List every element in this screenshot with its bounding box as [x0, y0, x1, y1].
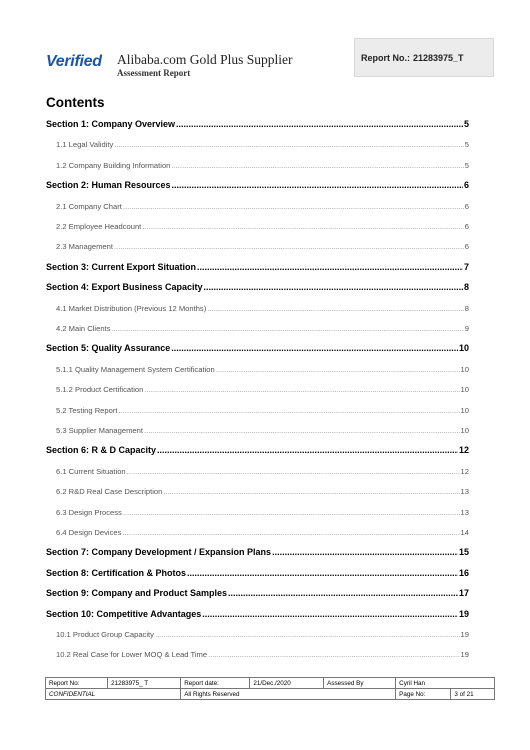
- toc-entry-page: 14: [460, 528, 469, 537]
- toc-entry-title: Section 1: Company Overview: [46, 119, 176, 129]
- toc-subsection-entry[interactable]: [46, 421, 469, 435]
- toc-entry-page: 19: [458, 608, 469, 619]
- toc-entry-title: 6.2 R&D Real Case Description: [56, 487, 163, 497]
- toc-entry-title: Section 4: Export Business Capacity: [46, 282, 203, 293]
- toc-leader-dots: [119, 406, 460, 415]
- toc-entry-title: 5.1.2 Product Certification: [56, 385, 144, 395]
- toc-entry-page: 10: [460, 405, 469, 415]
- footer-report-date-label: Report date:: [181, 678, 250, 689]
- toc-section-entry[interactable]: [46, 543, 469, 557]
- toc-section-entry[interactable]: [46, 258, 469, 272]
- toc-entry-title: 1.2 Company Building Information: [56, 160, 171, 170]
- toc-leader-dots: [127, 467, 460, 476]
- logo-text: Verified: [46, 53, 102, 70]
- toc-entry-title: 6.1 Current Situation: [56, 466, 126, 476]
- toc-leader-dots: [111, 324, 463, 333]
- toc-leader-dots: [228, 588, 458, 598]
- toc-entry-page: 10: [458, 343, 469, 354]
- toc-entry-title: 10.2 Real Case for Lower MOQ & Lead Time: [56, 650, 208, 660]
- toc-entry-page: 13: [460, 507, 469, 517]
- toc-entry-page: 5: [464, 140, 469, 150]
- toc-entry-page: 10: [460, 385, 469, 395]
- toc-subsection-entry[interactable]: [46, 401, 469, 415]
- toc-leader-dots: [176, 119, 463, 129]
- toc-leader-dots: [171, 343, 458, 353]
- toc-entry-title: 5.2 Testing Report: [56, 405, 118, 415]
- toc-entry-page: 5: [463, 119, 469, 129]
- report-number-label: Report No.:: [361, 52, 410, 63]
- toc-entry-page: 12: [458, 445, 469, 456]
- toc-leader-dots: [204, 282, 463, 292]
- toc-entry-page: 19: [460, 650, 469, 660]
- toc-entry-page: 19: [460, 630, 469, 639]
- toc-subsection-entry[interactable]: [46, 380, 469, 394]
- toc-subsection-entry[interactable]: [46, 360, 469, 374]
- toc-entry-title: 2.2 Employee Headcount: [56, 222, 142, 231]
- toc-leader-dots: [207, 304, 464, 313]
- toc-entry-page: 7: [463, 261, 469, 272]
- footer-assessed-by-label: Assessed By: [324, 678, 396, 689]
- toc-entry-title: 4.2 Main Clients: [56, 324, 111, 333]
- toc-entry-title: 6.4 Design Devices: [56, 528, 122, 537]
- toc-subsection-entry[interactable]: [46, 197, 469, 211]
- toc-entry-title: Section 2: Human Resources: [46, 180, 171, 191]
- toc-leader-dots: [123, 202, 464, 211]
- toc-leader-dots: [144, 426, 460, 435]
- toc-subsection-entry[interactable]: [46, 299, 469, 313]
- toc-entry-page: 15: [458, 547, 469, 558]
- footer-assessed-by-value: Cyril Han: [396, 678, 495, 689]
- toc-entry-page: 6: [464, 242, 469, 252]
- toc-subsection-entry[interactable]: [46, 319, 469, 333]
- toc-entry-page: 9: [464, 324, 469, 333]
- toc-subsection-entry[interactable]: [46, 135, 469, 149]
- toc-entry-title: 5.3 Supplier Management: [56, 426, 143, 435]
- toc-entry-page: 10: [460, 364, 469, 374]
- toc-leader-dots: [114, 242, 464, 251]
- footer-page-no-value: 3 of 21: [451, 689, 495, 700]
- footer-page-no-label: Page No:: [396, 689, 451, 700]
- toc-entry-title: 6.3 Design Process: [56, 507, 122, 517]
- toc-section-entry[interactable]: [46, 176, 469, 190]
- toc-entry-page: 6: [463, 180, 469, 191]
- toc-entry-title: 10.1 Product Group Capacity: [56, 630, 154, 639]
- toc-leader-dots: [197, 262, 463, 272]
- toc-entry-title: 2.1 Company Chart: [56, 201, 122, 211]
- toc-entry-title: 4.1 Market Distribution (Previous 12 Months): [56, 303, 207, 313]
- report-number-value: 21283975_T: [413, 52, 464, 63]
- toc-leader-dots: [172, 180, 463, 190]
- toc-leader-dots: [171, 161, 463, 170]
- footer-report-no-label: Report No:: [46, 678, 108, 689]
- toc-section-entry[interactable]: [46, 115, 469, 129]
- toc-entry-title: Section 10: Competitive Advantages: [46, 608, 202, 619]
- toc-leader-dots: [142, 222, 463, 231]
- toc-leader-dots: [202, 609, 458, 619]
- toc-entry-page: 6: [464, 222, 469, 231]
- toc-entry-page: 5: [464, 160, 469, 170]
- toc-entry-page: 16: [458, 567, 469, 578]
- toc-leader-dots: [187, 568, 458, 578]
- brand-subtitle: Assessment Report: [117, 68, 191, 78]
- toc-entry-title: 5.1.1 Quality Management System Certification: [56, 364, 215, 374]
- toc-section-entry[interactable]: [46, 278, 469, 292]
- toc-section-entry[interactable]: [46, 339, 469, 353]
- toc-leader-dots: [122, 528, 459, 537]
- toc-section-entry[interactable]: [46, 605, 469, 619]
- toc-section-entry[interactable]: [46, 584, 469, 598]
- footer-report-no-value: 21283975_ T: [108, 678, 181, 689]
- toc-subsection-entry[interactable]: [46, 625, 469, 639]
- toc-entry-title: 2.3 Management: [56, 242, 113, 252]
- toc-leader-dots: [216, 365, 460, 374]
- footer-table: [45, 677, 495, 700]
- toc-leader-dots: [157, 445, 458, 455]
- verified-logo: [46, 53, 102, 71]
- toc-subsection-entry[interactable]: [46, 462, 469, 476]
- toc-entry-page: 8: [463, 282, 469, 293]
- toc-subsection-entry[interactable]: [46, 645, 469, 659]
- toc-subsection-entry[interactable]: [46, 523, 469, 537]
- toc-entry-page: 6: [464, 201, 469, 211]
- toc-entry-title: Section 8: Certification & Photos: [46, 567, 187, 578]
- toc-entry-title: Section 6: R & D Capacity: [46, 445, 157, 456]
- toc-leader-dots: [163, 487, 459, 496]
- toc-entry-page: 8: [464, 303, 469, 313]
- toc-leader-dots: [114, 140, 463, 149]
- toc-leader-dots: [208, 650, 459, 659]
- toc-leader-dots: [123, 508, 460, 517]
- footer-confidential: CONFIDENTIAL: [46, 689, 181, 700]
- report-number-box: [354, 38, 494, 77]
- toc-entry-page: 10: [460, 426, 469, 435]
- toc-section-entry[interactable]: [46, 441, 469, 455]
- toc-entry-title: 1.1 Legal Validity: [56, 140, 114, 150]
- toc-entry-page: 12: [460, 466, 469, 476]
- toc-subsection-entry[interactable]: [46, 156, 469, 170]
- toc-subsection-entry[interactable]: [46, 503, 469, 517]
- toc-section-entry[interactable]: [46, 564, 469, 578]
- toc-entry-page: 17: [458, 588, 469, 599]
- toc-subsection-entry[interactable]: [46, 482, 469, 496]
- toc-entry-title: Section 5: Quality Assurance: [46, 343, 171, 354]
- toc-subsection-entry[interactable]: [46, 237, 469, 251]
- toc-leader-dots: [272, 547, 458, 557]
- toc-subsection-entry[interactable]: [46, 217, 469, 231]
- toc-entry-page: 13: [460, 487, 469, 497]
- footer-report-date-value: 21/Dec./2020: [250, 678, 324, 689]
- toc-entry-title: Section 3: Current Export Situation: [46, 261, 197, 272]
- toc-leader-dots: [144, 385, 459, 394]
- brand-title: Alibaba.com Gold Plus Supplier: [117, 52, 293, 67]
- toc-leader-dots: [155, 630, 460, 639]
- toc-entry-title: Section 7: Company Development / Expansion Plans: [46, 547, 272, 558]
- toc-entry-title: Section 9: Company and Product Samples: [46, 588, 228, 599]
- contents-heading: Contents: [46, 95, 105, 110]
- footer-rights: All Rights Reserved: [181, 689, 396, 700]
